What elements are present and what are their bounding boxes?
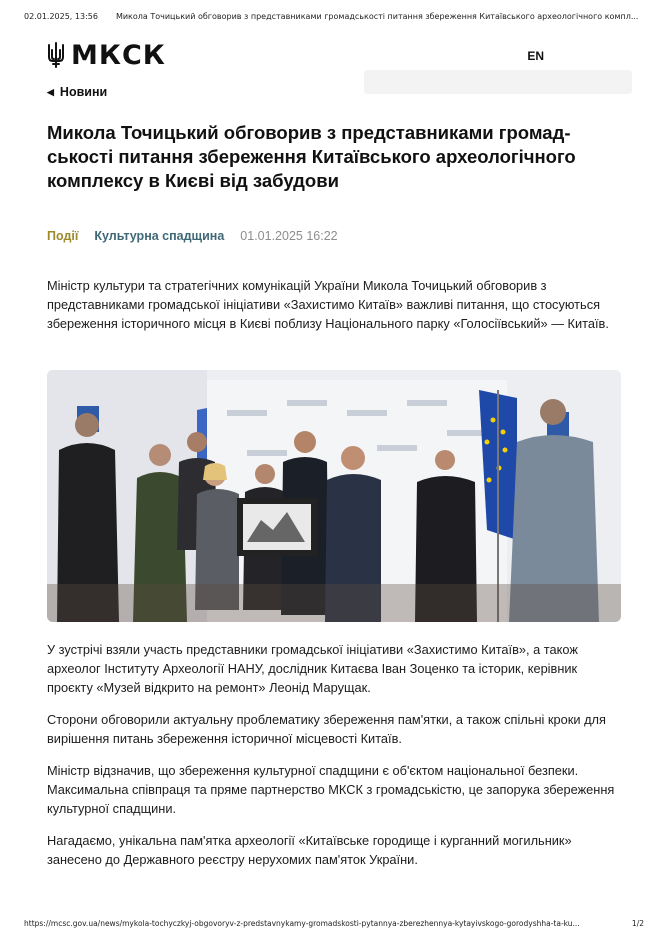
trident-icon [47, 42, 65, 68]
site-header [47, 40, 626, 70]
print-title: Микола Точицький обговорив з представниками громадськості питання збереження Китаївського археологічного компл... [115, 12, 639, 21]
article-paragraph: У зустрічі взяли участь представники громадської ініціативи «Захистимо Китаїв», а також археолог Інституту Археології НАНУ, дослідник Китаєва Іван Зоценко та історик, керівник проєкту «Музей відкрито на ремонт» Леонід Марущак. [47, 642, 578, 695]
chevron-left-icon: ◀ [47, 86, 54, 97]
search-bar[interactable] [364, 70, 632, 94]
article-meta [47, 229, 338, 243]
site-logo[interactable] [47, 40, 166, 71]
print-url: https://mcsc.gov.ua/news/mykola-tochyczkyj-obgovoryv-z-predstavnykamy-gromadskosti-pytannya-zberezhennya-kytayivskogo-gorodyshha-ta-ku... [24, 919, 580, 928]
print-page-number: 1/2 [631, 919, 644, 928]
article-paragraph: Нагадаємо, унікальна пам'ятка археології «Китаївське городище і курганний могильник» занесено до Державного реєстру нерухомих пам'яток України. [47, 833, 572, 867]
print-datetime: 02.01.2025, 13:56 [24, 12, 98, 21]
back-to-news-link[interactable] [47, 85, 107, 99]
logo-text: МКСК [71, 39, 166, 71]
article-title: Микола Точицький обговорив з представниками громад-ськості питання збереження Китаївського археологічного комплексу в Києві від забудови [47, 122, 576, 191]
article-paragraph: Сторони обговорили актуальну проблематику збереження пам'ятки, а також спільні кроки для вирішення питань збереження історичної місцевості Китаїв. [47, 712, 606, 746]
publish-date: 01.01.2025 16:22 [240, 229, 338, 243]
back-label: Новини [59, 85, 108, 99]
print-footer [24, 919, 644, 931]
print-header [24, 12, 646, 26]
tag-cultural-heritage[interactable]: Культурна спадщина [94, 229, 225, 243]
article-lead: Міністр культури та стратегічних комунікацій України Микола Точицький обговорив з представниками громадської ініціативи «Захистимо Китаїв» важливі питання, що стосуються збереження історичного місця в Києві поблизу Національного парку «Голосіївський» — Китаїв. [47, 278, 609, 331]
article-photo [47, 370, 621, 622]
article-paragraph: Міністр відзначив, що збереження культурної спадщини є об'єктом національної безпеки. Максимальна співпраця та пряме партнерство МКСК з громадськістю, це запорука збереження культурної спадщини. [47, 763, 615, 816]
language-switch[interactable]: EN [527, 49, 544, 63]
tag-events[interactable]: Події [47, 229, 79, 243]
